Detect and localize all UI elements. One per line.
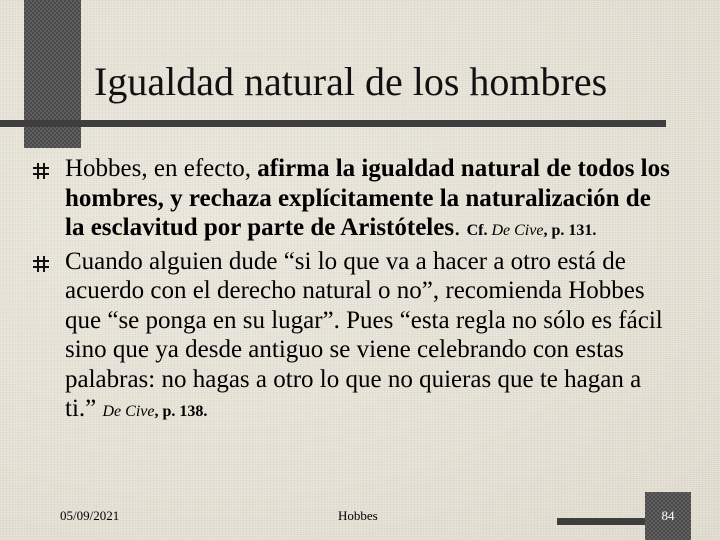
footer-rule <box>557 518 657 525</box>
page-number: 84 <box>661 508 675 523</box>
hash-bullet-icon <box>32 255 50 273</box>
title-underline-rule <box>0 120 666 127</box>
citation-page: , p. 131. <box>543 222 597 239</box>
slide-title: Igualdad natural de los hombres <box>94 59 608 104</box>
citation-page: , p. 138. <box>154 403 208 420</box>
bullet-text-plain: . <box>454 214 467 241</box>
hash-bullet-icon <box>32 162 50 180</box>
citation-work: De Cive <box>491 222 544 239</box>
footer-date: 05/09/2021 <box>60 508 120 523</box>
bullet-list <box>30 154 670 428</box>
bullet-text-bold: afirma la igualdad natural de todos los hombres, y rechaza explícitamente la naturalización de la esclavitud por parte de Aristóteles <box>65 155 670 241</box>
bullet-item <box>30 247 670 427</box>
bullet-item <box>30 154 670 246</box>
bullet-text-plain: Cuando alguien dude “si lo que va a hacer a otro está de acuerdo con el derecho natural o no”, recomienda Hobbes que “se ponga en su lugar”. Pues “esta regla no sólo es fácil sino que ya desde antiguo se viene celebrando con estas palabras: no hagas a otro lo que no quieras que te hagan a ti.” <box>65 247 663 422</box>
citation-work: De Cive <box>102 403 155 420</box>
bullet-text-plain: Hobbes, en efecto, <box>65 155 258 182</box>
footer-title: Hobbes <box>338 508 378 523</box>
citation-prefix: Cf. <box>466 222 492 239</box>
